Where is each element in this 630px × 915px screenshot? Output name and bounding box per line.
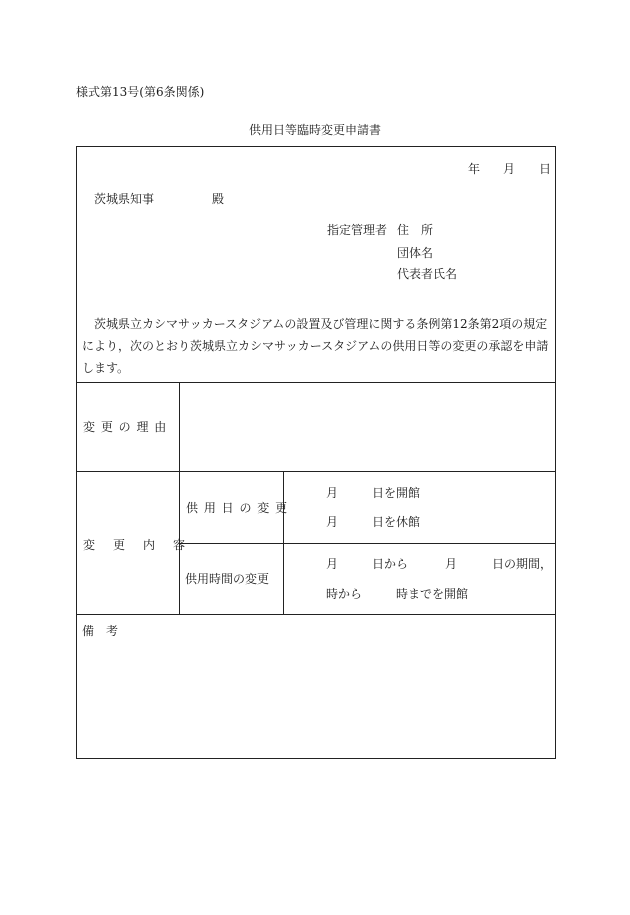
application-body-text <box>82 313 552 379</box>
period-start-month: 月 <box>326 557 339 571</box>
form-frame <box>76 146 556 759</box>
date-month-label: 月 <box>503 162 516 176</box>
designated-manager-label: 指定管理者 <box>327 223 388 237</box>
remarks-label: 備 考 <box>82 624 119 638</box>
addressee-name: 茨城県知事 <box>94 192 155 206</box>
close-day-text: 日を休館 <box>372 515 421 529</box>
time-change-label: 供用時間の変更 <box>185 572 270 586</box>
rule-subcategory-column <box>283 471 284 615</box>
address-label: 住 所 <box>397 223 434 237</box>
form-number: 様式第13号(第6条関係) <box>76 85 205 99</box>
organization-label: 団体名 <box>397 246 434 260</box>
body-paragraph: 茨城県立カシマサッカースタジアムの設置及び管理に関する条例第12条第2項の規定により，次のとおり茨城県立カシマサッカースタジアムの供用日等の変更の承認を申請します。 <box>82 317 549 375</box>
open-day-text: 日を開館 <box>372 486 421 500</box>
addressee-honorific: 殿 <box>212 192 225 206</box>
hours-to-text: 時までを開館 <box>396 587 469 601</box>
open-day-month: 月 <box>326 486 339 500</box>
rule-after-reason <box>76 471 556 472</box>
close-day-month: 月 <box>326 515 339 529</box>
day-change-label: 供 用 日 の 変 更 <box>186 501 289 515</box>
date-day-label: 日 <box>539 162 552 176</box>
representative-label: 代表者氏名 <box>397 267 458 281</box>
rule-after-content <box>76 614 556 615</box>
hours-from-text: 時から <box>326 587 363 601</box>
rule-label-column <box>179 382 180 615</box>
rule-between-changes <box>180 543 556 544</box>
period-end-month: 月 <box>445 557 458 571</box>
reason-label: 変 更 の 理 由 <box>83 420 168 434</box>
change-content-label: 変 更 内 容 <box>83 538 189 552</box>
rule-after-body <box>76 382 556 383</box>
date-year-label: 年 <box>468 162 481 176</box>
document-title: 供用日等臨時変更申請書 <box>248 123 381 137</box>
period-text: 日の期間， <box>492 557 553 571</box>
period-from-text: 日から <box>372 557 409 571</box>
